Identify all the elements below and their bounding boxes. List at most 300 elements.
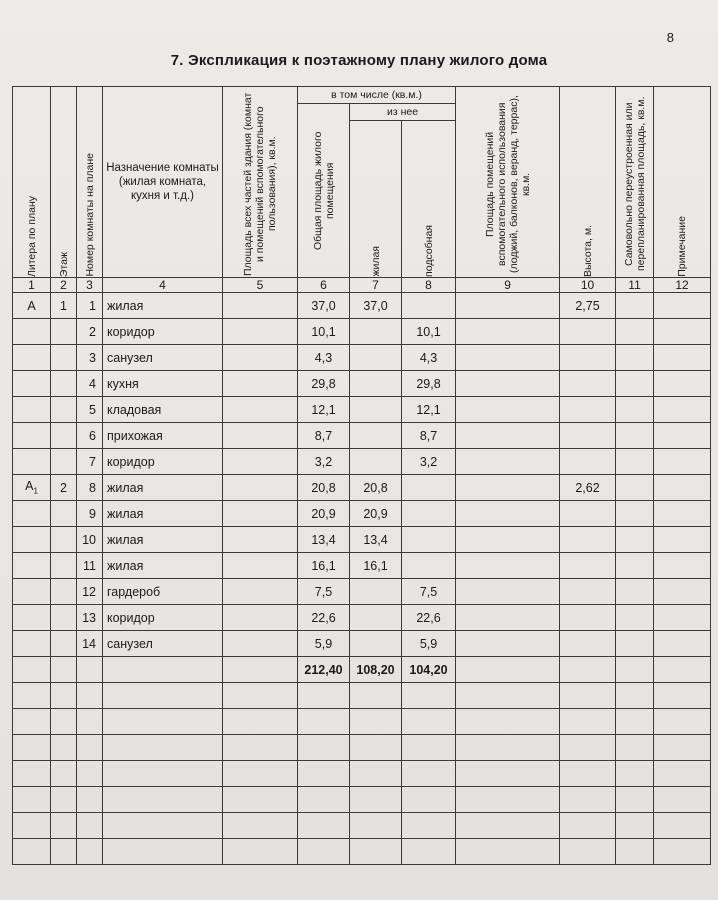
cell-empty [350,761,402,787]
header-floor: Этаж [51,87,77,278]
cell-empty [13,735,51,761]
cell-total-area: 20,8 [298,475,350,501]
totals-row [13,657,711,683]
cell-height [560,423,616,449]
cell-aux-use-area [456,553,560,579]
cell-total-area: 7,5 [298,579,350,605]
cell-unauthorized-area [616,449,654,475]
cell-empty [402,709,456,735]
table-row [13,579,711,605]
cell-empty [654,709,711,735]
cell-living-area [350,423,402,449]
cell-litera [13,553,51,579]
cell-living-area [350,319,402,345]
cell-litera: А [13,293,51,319]
cell-purpose: жилая [103,475,223,501]
cell-living-area [350,449,402,475]
cell-unauthorized-area [616,397,654,423]
cell-auxiliary-area: 12,1 [402,397,456,423]
cell-empty [350,839,402,865]
cell-note [654,631,711,657]
cell-room-number: 9 [77,501,103,527]
cell-floor [51,631,77,657]
cell-empty [298,735,350,761]
table-row [13,345,711,371]
table-row [13,631,711,657]
cell-floor [51,553,77,579]
cell-purpose: жилая [103,527,223,553]
cell-note [654,449,711,475]
cell-height [560,605,616,631]
header-auxiliary: подсобная [402,121,456,278]
cell-auxiliary-area [402,293,456,319]
cell-purpose: кладовая [103,397,223,423]
cell-area-all-parts [223,319,298,345]
table-row [13,293,711,319]
cell-empty [654,839,711,865]
header-purpose: Назначение комнаты (жилая комната, кухня и т.д.) [103,87,223,278]
cell-empty [456,839,560,865]
cell-empty [103,683,223,709]
cell-empty [616,839,654,865]
cell-room-number: 13 [77,605,103,631]
cell-empty [298,813,350,839]
cell-total-area: 3,2 [298,449,350,475]
cell-empty [298,761,350,787]
cell-unauthorized-area [616,527,654,553]
cell-empty [560,735,616,761]
cell-floor [51,501,77,527]
cell-unauthorized-area [616,319,654,345]
cell-total-area: 12,1 [298,397,350,423]
cell-purpose: жилая [103,501,223,527]
cell-aux-use-area [456,345,560,371]
cell-empty [654,761,711,787]
cell-empty [103,761,223,787]
cell-empty [350,709,402,735]
page-title: 7. Экспликация к поэтажному плану жилого дома [170,52,548,69]
cell-floor [51,371,77,397]
cell-empty [560,813,616,839]
cell-empty [350,735,402,761]
cell-area-all-parts [223,449,298,475]
page-number: 8 [666,30,674,45]
cell-total-area: 13,4 [298,527,350,553]
cell-floor: 1 [51,293,77,319]
cell-auxiliary-area [402,475,456,501]
cell-empty [223,761,298,787]
cell-purpose: гардероб [103,579,223,605]
cell-area-all-parts [223,579,298,605]
cell-empty [456,657,560,683]
cell-total-area: 37,0 [298,293,350,319]
cell-aux-use-area [456,319,560,345]
cell-room-number: 12 [77,579,103,605]
cell-auxiliary-area [402,553,456,579]
cell-litera [13,605,51,631]
cell-empty [103,709,223,735]
cell-unauthorized-area [616,553,654,579]
table-row [13,527,711,553]
header-living: жилая [350,121,402,278]
cell-empty [51,657,77,683]
cell-aux-use-area [456,423,560,449]
cell-note [654,579,711,605]
cell-height: 2,75 [560,293,616,319]
cell-note [654,553,711,579]
cell-empty [616,709,654,735]
empty-row [13,683,711,709]
cell-purpose: прихожая [103,423,223,449]
cell-floor [51,345,77,371]
cell-aux-use-area [456,293,560,319]
cell-empty [456,761,560,787]
cell-empty [616,735,654,761]
cell-empty [103,813,223,839]
cell-unauthorized-area [616,423,654,449]
cell-empty [103,787,223,813]
cell-empty [654,657,711,683]
cell-empty [560,683,616,709]
cell-auxiliary-area: 5,9 [402,631,456,657]
cell-empty [103,735,223,761]
cell-auxiliary-area: 7,5 [402,579,456,605]
cell-height [560,371,616,397]
cell-area-all-parts [223,397,298,423]
cell-empty [560,839,616,865]
cell-aux-use-area [456,397,560,423]
cell-room-number: 2 [77,319,103,345]
auxiliary-area-sum: 104,20 [402,657,456,683]
cell-total-area: 22,6 [298,605,350,631]
cell-empty [223,735,298,761]
cell-area-all-parts [223,423,298,449]
cell-empty [77,787,103,813]
cell-auxiliary-area [402,527,456,553]
table-row [13,397,711,423]
cell-empty [616,813,654,839]
cell-empty [654,787,711,813]
cell-auxiliary-area: 3,2 [402,449,456,475]
table-row [13,423,711,449]
cell-empty [13,709,51,735]
cell-total-area: 10,1 [298,319,350,345]
cell-living-area: 16,1 [350,553,402,579]
cell-empty [654,683,711,709]
cell-empty [456,787,560,813]
total-area-sum: 212,40 [298,657,350,683]
cell-room-number: 10 [77,527,103,553]
cell-empty [616,787,654,813]
cell-litera [13,319,51,345]
cell-height [560,527,616,553]
cell-note [654,501,711,527]
cell-height [560,345,616,371]
living-area-sum: 108,20 [350,657,402,683]
cell-empty [13,813,51,839]
header-note: Примечание [654,87,711,278]
cell-empty [616,657,654,683]
cell-unauthorized-area [616,605,654,631]
cell-litera [13,631,51,657]
cell-note [654,397,711,423]
cell-unauthorized-area [616,293,654,319]
cell-floor [51,397,77,423]
table-row [13,449,711,475]
cell-purpose: санузел [103,631,223,657]
cell-height: 2,62 [560,475,616,501]
cell-empty [77,709,103,735]
cell-living-area [350,345,402,371]
header-total-area: Общая площадь жилого помещения [298,104,350,278]
cell-living-area [350,397,402,423]
cell-room-number: 3 [77,345,103,371]
cell-room-number: 1 [77,293,103,319]
cell-empty [77,657,103,683]
cell-area-all-parts [223,631,298,657]
header-litera: Литера по плану [13,87,51,278]
explication-table [12,86,711,865]
cell-auxiliary-area: 29,8 [402,371,456,397]
cell-area-all-parts [223,475,298,501]
cell-aux-use-area [456,527,560,553]
cell-height [560,501,616,527]
empty-row [13,761,711,787]
cell-empty [13,787,51,813]
cell-empty [654,813,711,839]
table-row [13,319,711,345]
cell-empty [616,761,654,787]
cell-note [654,293,711,319]
cell-purpose: жилая [103,293,223,319]
cell-empty [13,683,51,709]
cell-empty [560,761,616,787]
cell-empty [51,839,77,865]
cell-purpose: коридор [103,449,223,475]
cell-empty [51,761,77,787]
cell-area-all-parts [223,605,298,631]
cell-aux-use-area [456,631,560,657]
cell-empty [77,761,103,787]
cell-height [560,397,616,423]
cell-aux-use-area [456,475,560,501]
empty-row [13,787,711,813]
cell-empty [51,787,77,813]
cell-height [560,579,616,605]
cell-empty [298,709,350,735]
table-row [13,371,711,397]
cell-auxiliary-area: 8,7 [402,423,456,449]
cell-room-number: 7 [77,449,103,475]
cell-empty [350,813,402,839]
cell-empty [298,683,350,709]
cell-height [560,449,616,475]
cell-empty [77,839,103,865]
cell-total-area: 20,9 [298,501,350,527]
empty-row [13,735,711,761]
cell-living-area: 13,4 [350,527,402,553]
cell-empty [298,839,350,865]
cell-empty [560,709,616,735]
cell-auxiliary-area: 4,3 [402,345,456,371]
cell-empty [402,787,456,813]
cell-aux-use-area [456,371,560,397]
cell-floor [51,319,77,345]
cell-note [654,345,711,371]
cell-total-area: 29,8 [298,371,350,397]
header-room-number: Номер комнаты на плане [77,87,103,278]
cell-auxiliary-area: 10,1 [402,319,456,345]
cell-height [560,319,616,345]
cell-unauthorized-area [616,579,654,605]
cell-litera [13,345,51,371]
header-height: Высота, м. [560,87,616,278]
header-aux-area: Площадь помещений вспомогательного использования (лоджий, балконов, веранд, террас), кв.м. [456,87,560,278]
cell-empty [13,839,51,865]
cell-empty [654,735,711,761]
cell-litera: $А_1$ [13,475,51,501]
cell-empty [51,683,77,709]
empty-row [13,813,711,839]
table-row [13,605,711,631]
table-row [13,501,711,527]
cell-litera [13,449,51,475]
cell-area-all-parts [223,345,298,371]
table-row [13,475,711,501]
cell-height [560,553,616,579]
cell-auxiliary-area: 22,6 [402,605,456,631]
cell-aux-use-area [456,449,560,475]
cell-floor: 2 [51,475,77,501]
cell-empty [223,787,298,813]
cell-empty [402,839,456,865]
cell-empty [51,813,77,839]
cell-living-area [350,605,402,631]
cell-room-number: 5 [77,397,103,423]
cell-empty [402,761,456,787]
cell-empty [402,813,456,839]
cell-empty [350,787,402,813]
cell-purpose: коридор [103,605,223,631]
header-of-which: из нее [350,104,456,121]
cell-empty [402,735,456,761]
cell-floor [51,579,77,605]
cell-empty [223,683,298,709]
header-in-total: в том числе (кв.м.) [298,87,456,104]
cell-empty [616,683,654,709]
cell-note [654,475,711,501]
cell-empty [13,657,51,683]
cell-empty [223,657,298,683]
cell-litera [13,423,51,449]
cell-empty [456,735,560,761]
cell-litera [13,527,51,553]
cell-litera [13,397,51,423]
cell-total-area: 5,9 [298,631,350,657]
cell-total-area: 16,1 [298,553,350,579]
cell-area-all-parts [223,527,298,553]
cell-note [654,527,711,553]
cell-empty [456,709,560,735]
cell-living-area: 20,8 [350,475,402,501]
cell-empty [77,683,103,709]
cell-empty [77,813,103,839]
cell-litera [13,579,51,605]
cell-purpose: санузел [103,345,223,371]
cell-floor [51,527,77,553]
header-area-all-parts: Площадь всех частей здания (комнат и помещений вспомогательного пользования), кв.м. [223,87,298,278]
cell-aux-use-area [456,605,560,631]
cell-purpose: кухня [103,371,223,397]
cell-note [654,423,711,449]
column-numbers-row: 1 2 3 4 5 6 7 8 9 10 11 12 [13,278,711,293]
cell-living-area: 20,9 [350,501,402,527]
cell-floor [51,449,77,475]
cell-note [654,371,711,397]
cell-living-area [350,579,402,605]
empty-row [13,839,711,865]
cell-unauthorized-area [616,475,654,501]
cell-auxiliary-area [402,501,456,527]
cell-room-number: 14 [77,631,103,657]
cell-note [654,319,711,345]
cell-empty [223,709,298,735]
cell-purpose: коридор [103,319,223,345]
cell-empty [560,787,616,813]
header-unauthorized-area: Самовольно переустроенная или перепланированная площадь, кв.м. [616,87,654,278]
cell-total-area: 4,3 [298,345,350,371]
cell-empty [13,761,51,787]
cell-living-area [350,631,402,657]
cell-floor [51,605,77,631]
cell-empty [223,813,298,839]
cell-unauthorized-area [616,501,654,527]
cell-area-all-parts [223,371,298,397]
cell-empty [560,657,616,683]
cell-total-area: 8,7 [298,423,350,449]
cell-litera [13,371,51,397]
cell-empty [456,683,560,709]
cell-empty [103,657,223,683]
cell-area-all-parts [223,293,298,319]
cell-room-number: 8 [77,475,103,501]
cell-unauthorized-area [616,345,654,371]
cell-living-area: 37,0 [350,293,402,319]
cell-empty [223,839,298,865]
cell-empty [298,787,350,813]
cell-height [560,631,616,657]
cell-area-all-parts [223,553,298,579]
cell-empty [350,683,402,709]
cell-empty [77,735,103,761]
cell-empty [51,735,77,761]
cell-note [654,605,711,631]
cell-litera [13,501,51,527]
cell-unauthorized-area [616,631,654,657]
cell-empty [51,709,77,735]
cell-purpose: жилая [103,553,223,579]
cell-room-number: 6 [77,423,103,449]
cell-unauthorized-area [616,371,654,397]
empty-row [13,709,711,735]
cell-empty [103,839,223,865]
cell-aux-use-area [456,501,560,527]
cell-room-number: 11 [77,553,103,579]
table-row [13,553,711,579]
cell-aux-use-area [456,579,560,605]
cell-floor [51,423,77,449]
cell-area-all-parts [223,501,298,527]
